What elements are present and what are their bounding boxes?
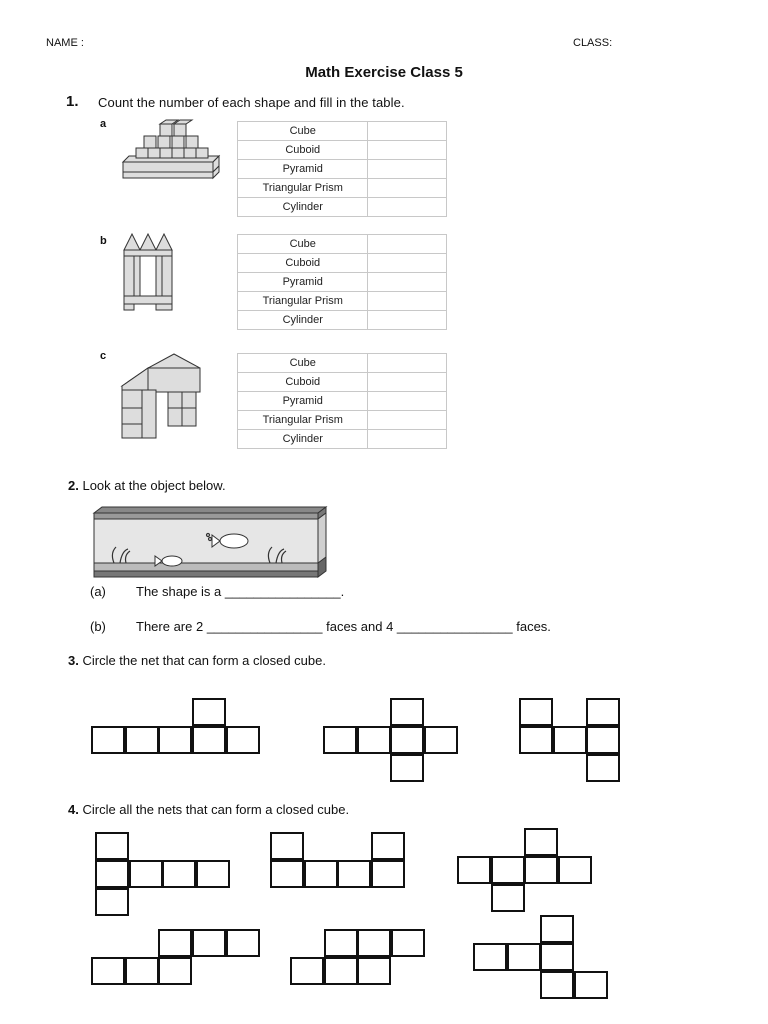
q1-table-c xyxy=(237,353,447,449)
table-c-row-cube: Cube xyxy=(238,354,368,373)
table-b-row-cylinder: Cylinder xyxy=(238,311,368,330)
table-b-answer-triangular-prism[interactable] xyxy=(368,292,447,311)
q1-table-b xyxy=(237,234,447,330)
q1-text: Count the number of each shape and fill in the table. xyxy=(98,95,405,110)
table-c-row-pyramid: Pyramid xyxy=(238,392,368,411)
table-a-row-pyramid: Pyramid xyxy=(238,160,368,179)
table-a-answer-cube[interactable] xyxy=(368,122,447,141)
table-a-row-triangular-prism: Triangular Prism xyxy=(238,179,368,198)
table-c-row-triangular-prism: Triangular Prism xyxy=(238,411,368,430)
name-label: NAME : xyxy=(46,37,84,49)
q4-line xyxy=(68,802,349,817)
q3-text: Circle the net that can form a closed cube. xyxy=(82,653,326,668)
table-c-row-cylinder: Cylinder xyxy=(238,430,368,449)
table-c-answer-cuboid[interactable] xyxy=(368,373,447,392)
table-b-answer-cylinder[interactable] xyxy=(368,311,447,330)
q2-a-label: (a) xyxy=(90,584,106,599)
table-a-row-cuboid: Cuboid xyxy=(238,141,368,160)
q4-text: Circle all the nets that can form a closed cube. xyxy=(82,802,350,817)
q1-part-b-label: b xyxy=(100,235,107,247)
q2-line xyxy=(68,478,226,493)
building-blocks-a-icon xyxy=(120,120,220,185)
fish-tank-icon xyxy=(92,505,328,583)
house-blocks-c-icon xyxy=(120,352,205,440)
table-b-answer-cube[interactable] xyxy=(368,235,447,254)
table-a-answer-pyramid[interactable] xyxy=(368,160,447,179)
table-a-row-cylinder: Cylinder xyxy=(238,198,368,217)
table-c-answer-cube[interactable] xyxy=(368,354,447,373)
table-c-row-cuboid: Cuboid xyxy=(238,373,368,392)
table-c-answer-triangular-prism[interactable] xyxy=(368,411,447,430)
table-a-answer-cuboid[interactable] xyxy=(368,141,447,160)
q2-a-text: The shape is a ________________. xyxy=(136,584,345,599)
table-c-answer-cylinder[interactable] xyxy=(368,430,447,449)
q3-number: 3. xyxy=(68,653,79,668)
table-b-row-pyramid: Pyramid xyxy=(238,273,368,292)
q2-text: Look at the object below. xyxy=(82,478,226,493)
q2-number: 2. xyxy=(68,478,79,493)
q2-b-label: (b) xyxy=(90,619,106,634)
q4-number: 4. xyxy=(68,802,79,817)
q1-part-a-label: a xyxy=(100,118,107,130)
q2-b-text: There are 2 ________________ faces and 4 ________________ faces. xyxy=(136,619,551,634)
q1-number: 1. xyxy=(66,93,79,110)
table-b-row-cube: Cube xyxy=(238,235,368,254)
q3-line xyxy=(68,653,326,668)
table-b-answer-pyramid[interactable] xyxy=(368,273,447,292)
table-b-row-cuboid: Cuboid xyxy=(238,254,368,273)
table-b-answer-cuboid[interactable] xyxy=(368,254,447,273)
q1-part-c-label: c xyxy=(100,350,107,362)
table-b-row-triangular-prism: Triangular Prism xyxy=(238,292,368,311)
q1-table-a xyxy=(237,121,447,217)
class-label: CLASS: xyxy=(573,37,613,49)
table-a-answer-cylinder[interactable] xyxy=(368,198,447,217)
tower-blocks-b-icon xyxy=(120,232,180,312)
table-a-answer-triangular-prism[interactable] xyxy=(368,179,447,198)
table-a-row-cube: Cube xyxy=(238,122,368,141)
page-title: Math Exercise Class 5 xyxy=(305,64,463,81)
table-c-answer-pyramid[interactable] xyxy=(368,392,447,411)
